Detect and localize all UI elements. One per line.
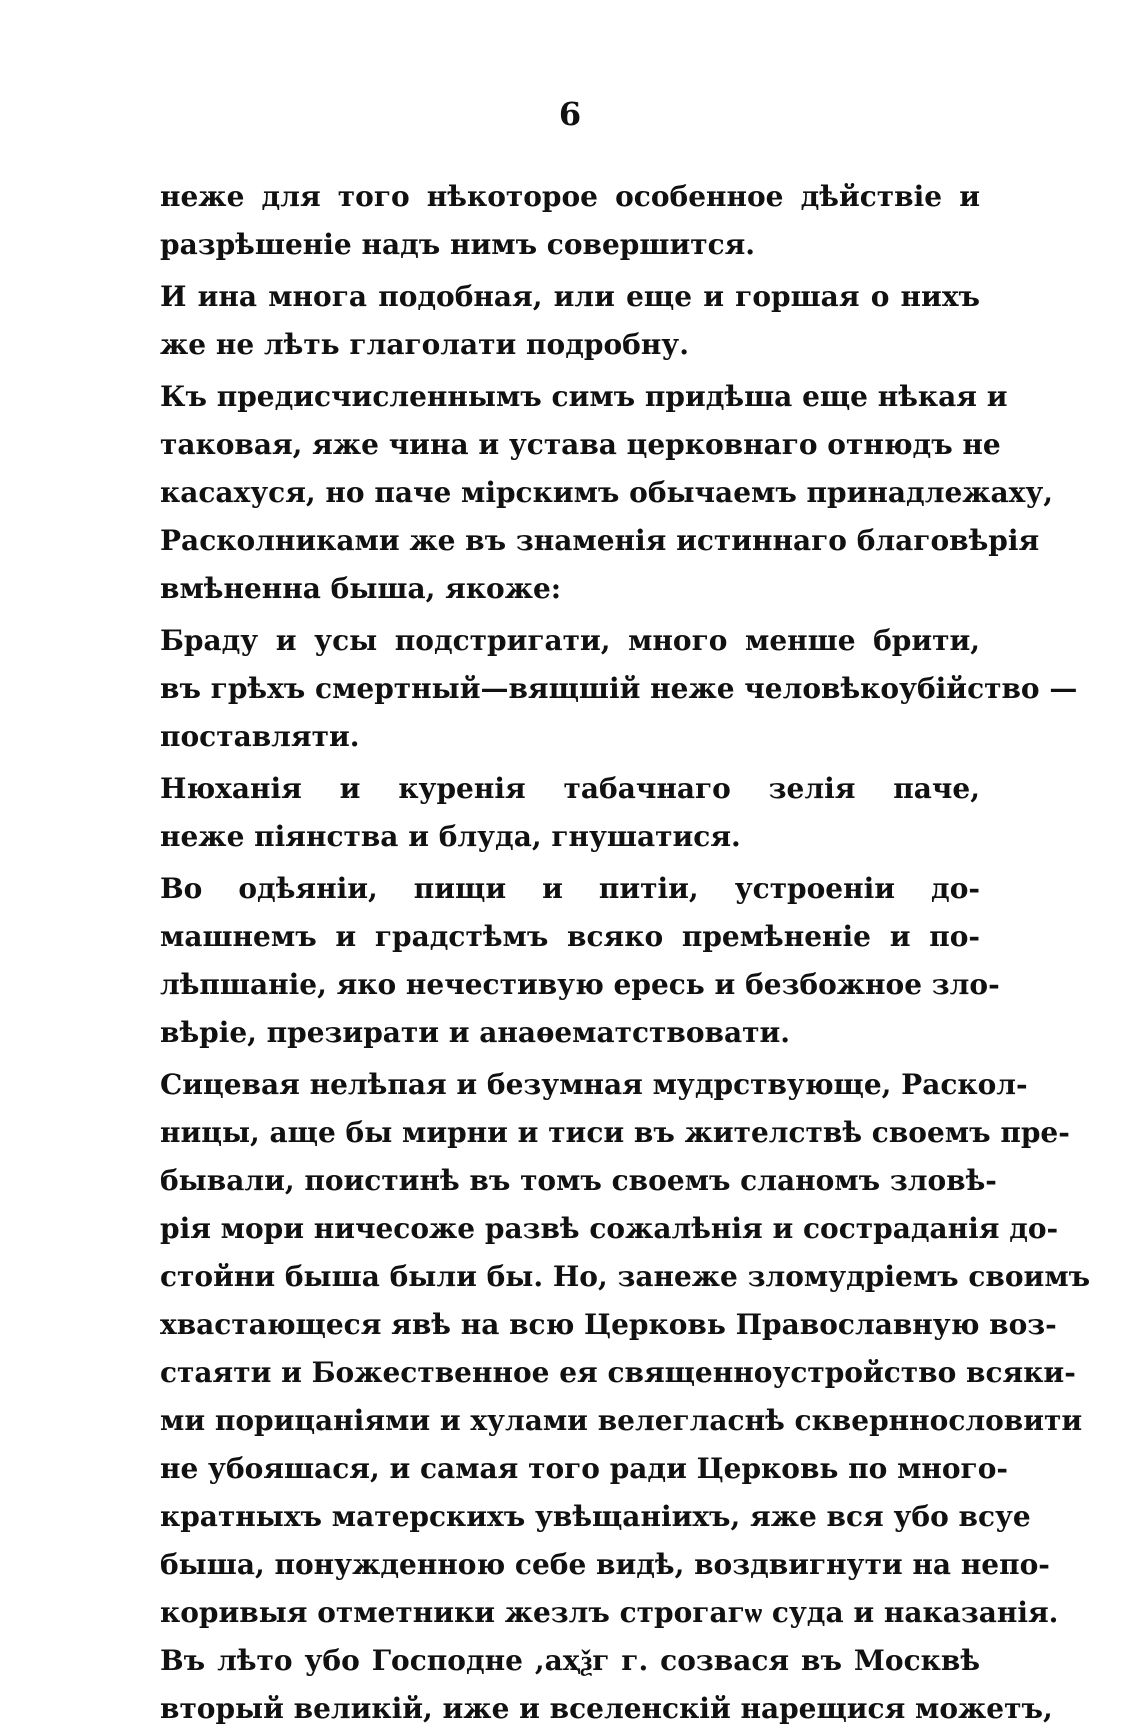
text-line: И ина многа подобная, или еще и горшая о нихъ bbox=[160, 280, 980, 313]
text-line: бывали, поистинѣ въ томъ своемъ сланомъ зловѣ- bbox=[160, 1164, 997, 1197]
paragraph-4 bbox=[160, 617, 1078, 761]
text-line: Сицевая нелѣпая и безумная мудрствующе, Раскол- bbox=[160, 1068, 1028, 1101]
text-line: неже піянства и блуда, гнушатися. bbox=[160, 820, 741, 853]
text-line: Во одѣяніи, пищи и питіи, устроеніи до- bbox=[160, 872, 980, 905]
paragraph-6 bbox=[160, 865, 1000, 1057]
text-line: таковая, яже чина и устава церковнаго отнюдъ не bbox=[160, 428, 1001, 461]
text-line: ми порицаніями и хулами велегласнѣ скверннословити bbox=[160, 1404, 1083, 1437]
text-line: Къ предисчисленнымъ симъ придѣша еще нѣкая и bbox=[160, 380, 1008, 413]
text-line: вѣріе, презирати и анаѳематствовати. bbox=[160, 1016, 790, 1049]
paragraph-5 bbox=[160, 765, 980, 861]
text-line: машнемъ и градстѣмъ всяко премѣненіе и по- bbox=[160, 920, 980, 953]
text-line: лѣпшаніе, яко нечестивую ересь и безбожное зло- bbox=[160, 968, 1000, 1001]
text-line: стаяти и Божественное ея священноустройство всяки- bbox=[160, 1356, 1076, 1389]
text-line: поставляти. bbox=[160, 720, 360, 753]
text-line: быша, понужденною себе видѣ, воздвигнути на непо- bbox=[160, 1548, 1050, 1581]
text-line: Въ лѣто убо Господне ,аҳѯг г. созвася въ Москвѣ bbox=[160, 1644, 980, 1677]
text-line: разрѣшеніе надъ нимъ совершится. bbox=[160, 228, 756, 261]
text-line: же не лѣть глаголати подробну. bbox=[160, 328, 689, 361]
paragraph-1 bbox=[160, 173, 980, 269]
paragraph-3 bbox=[160, 373, 1054, 613]
paragraph-2 bbox=[160, 273, 980, 369]
text-line: не убояшася, и самая того ради Церковь по много- bbox=[160, 1452, 1009, 1485]
text-line: рія мори ничесоже развѣ сожалѣнія и состраданія до- bbox=[160, 1212, 1059, 1245]
text-line: Браду и усы подстригати, много менше брити, bbox=[160, 624, 980, 657]
text-line: кратныхъ матерскихъ увѣщаніихъ, яже вся убо всуе bbox=[160, 1500, 1031, 1533]
text-line: касахуся, но паче мірскимъ обычаемъ принадлежаху, bbox=[160, 476, 1054, 509]
body-text bbox=[160, 173, 1091, 1733]
paragraph-7 bbox=[160, 1061, 1091, 1733]
text-line: хвастающеся явѣ на всю Церковь Православную воз- bbox=[160, 1308, 1057, 1341]
text-line: коривыя отметники жезлъ строгагѡ суда и наказанія. bbox=[160, 1596, 1059, 1629]
text-line: стойни быша были бы. Но, занеже зломудріемъ своимъ bbox=[160, 1260, 1091, 1293]
text-line: Нюханія и куренія табачнаго зелія паче, bbox=[160, 772, 980, 805]
text-line: ницы, аще бы мирни и тиси въ жителствѣ своемъ пре- bbox=[160, 1116, 1070, 1149]
text-line: Расколниками же въ знаменія истиннаго благовѣрія bbox=[160, 524, 1040, 557]
page-number: 6 bbox=[558, 95, 582, 133]
text-line: неже для того нѣкоторое особенное дѣйствіе и bbox=[160, 180, 980, 213]
text-line: вторый великій, иже и вселенскій нарещися можетъ, bbox=[160, 1692, 1053, 1725]
text-line: вмѣненна быша, якоже: bbox=[160, 572, 562, 605]
text-line: въ грѣхъ смертный—вящшій неже человѣкоубійство — bbox=[160, 672, 1078, 705]
